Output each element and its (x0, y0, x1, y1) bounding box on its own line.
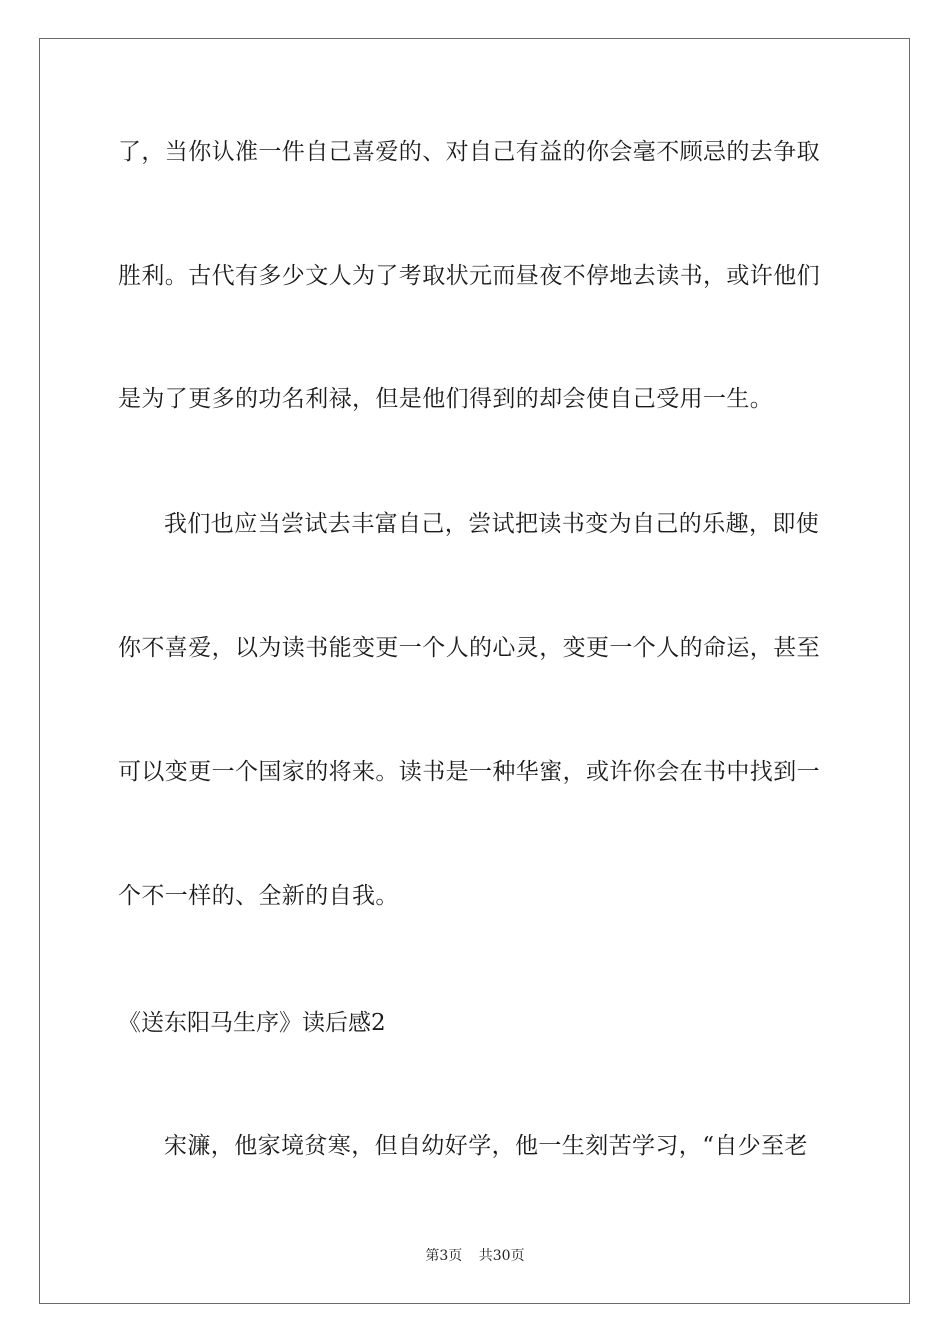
page-number: 第3页 (425, 1248, 463, 1264)
page-footer (0, 1247, 950, 1265)
page-total: 共30页 (478, 1248, 525, 1264)
paragraph-line-6: 可以变更一个国家的将来。读书是一种华蜜，或许你会在书中找到一 (118, 759, 820, 785)
paragraph-line-1: 了，当你认准一件自己喜爱的、对自己有益的你会毫不顾忌的去争取 (118, 139, 820, 165)
paragraph-line-5: 你不喜爱，以为读书能变更一个人的心灵，变更一个人的命运，甚至 (118, 635, 820, 661)
paragraph-line-4: 我们也应当尝试去丰富自己，尝试把读书变为自己的乐趣，即使 (164, 511, 820, 537)
paragraph-line-3: 是为了更多的功名利禄，但是他们得到的却会使自己受用一生。 (118, 386, 774, 412)
paragraph-line-8: 宋濂，他家境贫寒，但自幼好学，他一生刻苦学习，“自少至老 (164, 1133, 808, 1159)
section-heading: 《送东阳马生序》读后感2 (118, 1010, 386, 1036)
page-border (39, 38, 910, 1304)
paragraph-line-2: 胜利。古代有多少文人为了考取状元而昼夜不停地去读书，或许他们 (118, 263, 820, 289)
paragraph-line-7: 个不一样的、全新的自我。 (118, 883, 399, 909)
